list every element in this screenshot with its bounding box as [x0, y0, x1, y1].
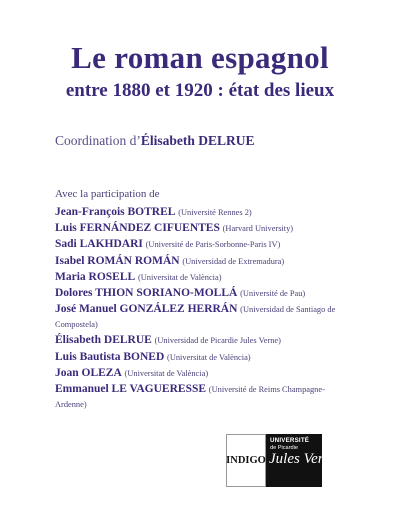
participant-affiliation: (Universidad de Extremadura) [182, 256, 285, 266]
book-subtitle: entre 1880 et 1920 : état des lieux [65, 80, 335, 101]
participant-name: Emmanuel LE VAGUERESSE [55, 382, 207, 395]
participant-name: Dolores THION SORIANO-MOLLÁ [55, 286, 238, 299]
participant-item [55, 286, 355, 301]
participant-name: Joan OLEZA [55, 366, 122, 379]
participant-name: Jean-François BOTREL [55, 206, 176, 218]
participant-affiliation: (Harvard University) [222, 224, 294, 234]
participant-item [55, 350, 355, 365]
participant-affiliation: (Universitat de València) [137, 272, 222, 282]
coordinator-name: Élisabeth DELRUE [140, 133, 255, 148]
participant-affiliation: (Universitat de València) [167, 352, 251, 362]
participant-name: Maria ROSELL [55, 270, 136, 283]
participant-affiliation: (Universidad de Picardie Jules Verne) [154, 336, 281, 346]
university-subname: de Picardie [270, 445, 298, 451]
participant-item [55, 382, 355, 412]
publisher-logos [226, 434, 338, 487]
participant-affiliation: (Université de Reims Champagne-Ardenne) [55, 384, 325, 409]
participant-item [55, 270, 355, 285]
university-logo [266, 434, 338, 487]
participant-affiliation: (Université de Pau) [240, 288, 306, 298]
participant-item [55, 333, 355, 348]
participant-item [55, 254, 355, 269]
participant-item [55, 302, 355, 332]
participant-item [55, 366, 355, 381]
participant-name: Luis Bautista BONED [55, 350, 165, 363]
participant-item [55, 221, 355, 236]
participant-item [55, 205, 355, 220]
participant-name: José Manuel GONZÁLEZ HERRÁN [55, 303, 238, 316]
participant-item [55, 237, 355, 252]
university-signature: Jules Verne [269, 451, 338, 467]
indigo-logo: INDIGO [226, 434, 266, 487]
participant-name: Luis FERNÁNDEZ CIFUENTES [55, 222, 220, 235]
participant-affiliation: (Universitat de València) [124, 368, 209, 378]
coordination-line [55, 133, 255, 149]
participant-name: Élisabeth DELRUE [55, 334, 152, 347]
participant-name: Sadi LAKHDARI [55, 238, 143, 251]
participation-label: Avec la participation de [55, 188, 160, 200]
participant-list [55, 205, 355, 413]
participant-affiliation: (Université Rennes 2) [178, 208, 252, 217]
book-title: Le roman espagnol [71, 40, 329, 75]
coordination-prefix: Coordination d’ [55, 133, 141, 148]
participant-affiliation: (Universidad de Santiago de Compostela) [55, 305, 336, 330]
participant-name: Isabel ROMÁN ROMÁN [55, 254, 180, 267]
university-name: UNIVERSITÉ [270, 437, 310, 444]
participant-affiliation: (Université de Paris-Sorbonne-Paris IV) [145, 240, 281, 250]
